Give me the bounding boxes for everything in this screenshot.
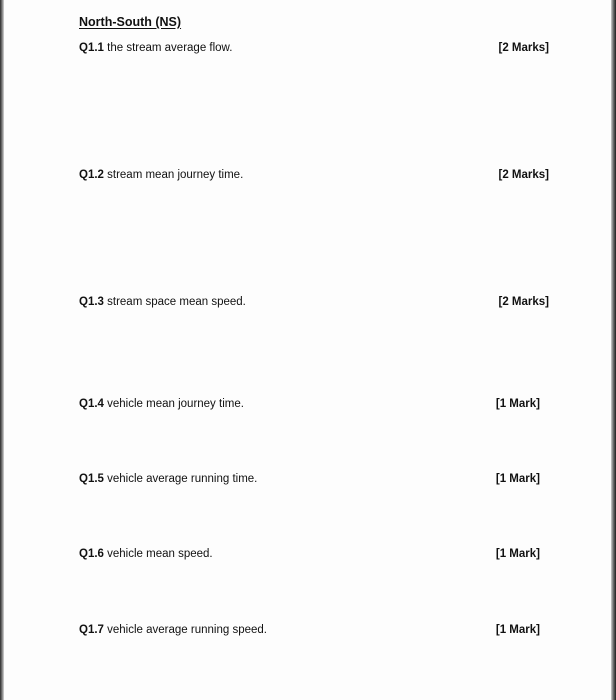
- question-marks: [1 Mark]: [495, 624, 540, 636]
- question-q1-1: [79, 40, 549, 56]
- question-marks: [2 Marks]: [498, 42, 549, 54]
- question-text: vehicle average running speed.: [107, 624, 267, 636]
- question-q1-5: [79, 471, 549, 487]
- question-number: Q1.7: [79, 624, 104, 636]
- question-number: Q1.3: [79, 296, 104, 308]
- question-q1-6: [79, 546, 549, 562]
- question-text: vehicle average running time.: [107, 473, 258, 485]
- question-text: vehicle mean journey time.: [107, 398, 244, 410]
- question-text: the stream average flow.: [107, 42, 233, 54]
- question-number: Q1.1: [79, 42, 104, 54]
- section-title: North-South (NS): [79, 15, 182, 29]
- question-text: stream space mean speed.: [107, 296, 246, 308]
- question-text: vehicle mean speed.: [107, 548, 213, 560]
- question-marks: [1 Mark]: [495, 548, 540, 560]
- question-q1-2: [79, 167, 549, 183]
- question-marks: [1 Mark]: [495, 398, 540, 410]
- page-edge-right-shadow: [611, 0, 616, 700]
- question-number: Q1.6: [79, 548, 104, 560]
- question-number: Q1.5: [79, 473, 104, 485]
- question-q1-3: [79, 294, 549, 310]
- question-text: stream mean journey time.: [107, 169, 244, 181]
- question-number: Q1.4: [79, 398, 104, 410]
- question-q1-4: [79, 396, 549, 412]
- question-number: Q1.2: [79, 169, 104, 181]
- question-marks: [1 Mark]: [495, 473, 540, 485]
- question-marks: [2 Marks]: [498, 296, 549, 308]
- document-page: [4, 0, 611, 700]
- question-q1-7: [79, 622, 549, 638]
- question-marks: [2 Marks]: [498, 169, 549, 181]
